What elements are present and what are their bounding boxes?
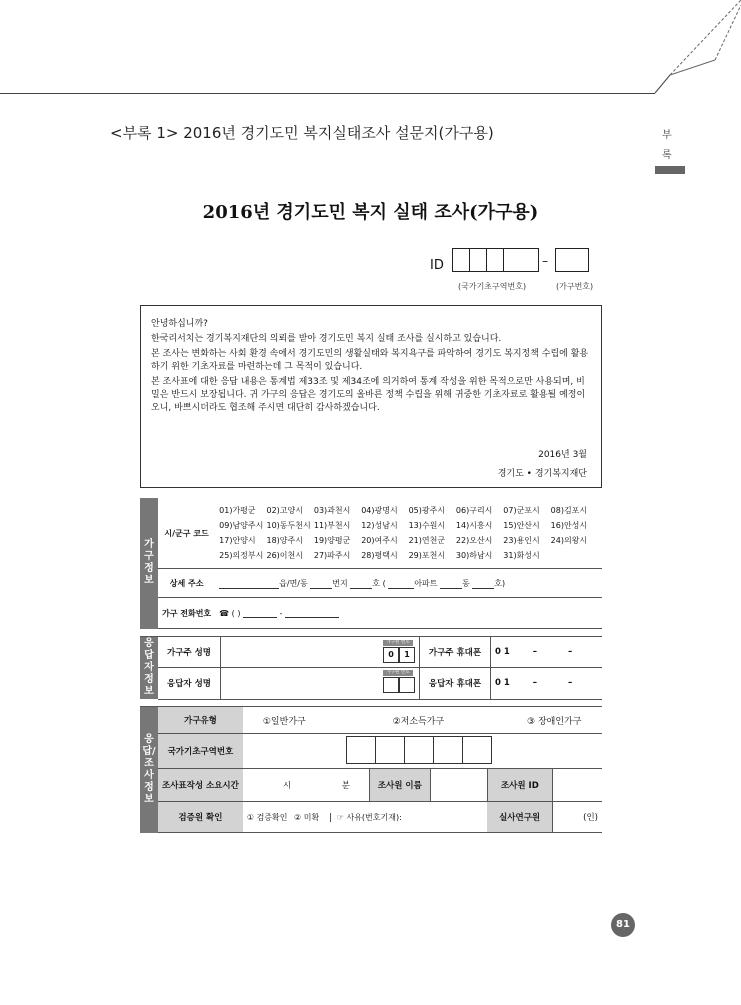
page-fold-decoration [640,0,741,110]
survey-info-band: 응답/조사정보 [140,707,158,833]
address-ho2-input[interactable] [472,579,494,589]
city-code-item: 31)화성시 [503,551,540,560]
side-label-bu: 부 [662,130,672,141]
head-name-input[interactable] [221,637,380,668]
resp-phone-label: 응답자 휴대폰 [420,668,491,699]
respondent-info-table [140,636,602,700]
verify-option-confirmed[interactable]: ① 검증확인 [246,812,288,822]
city-code-item: 03)과천시 [313,506,351,515]
household-number-box[interactable] [555,248,589,272]
side-label-rok: 록 [662,150,672,161]
page-number: 81 [611,913,635,937]
city-code-item: 25)의정부시 [219,551,264,560]
phone-area-code: ☎ ( ) [219,609,241,618]
phone-number-input[interactable] [285,608,339,618]
time-hour-unit: 시 [282,781,292,791]
time-input[interactable] [243,769,370,802]
address-apt-input[interactable] [388,579,414,589]
city-code-item: 24)의왕시 [550,536,588,545]
head-member-digit-1: 0 [383,647,399,663]
city-code-item: 13)수원시 [408,521,446,530]
time-minute-unit: 분 [341,781,350,791]
address-bunji-input[interactable] [310,579,332,589]
addr-apt-text: 아파트 [414,578,438,588]
id-box-3[interactable] [486,248,504,272]
basic-zone-label: 국가기초구역번호 [158,734,243,769]
appendix-title: <부록 1> 2016년 경기도민 복지실태조사 설문지(가구용) [110,124,494,142]
city-code-list [219,501,598,565]
addr-ho2-text: 호) [494,578,506,588]
resp-name-input[interactable] [221,668,380,699]
side-tab-bar [655,166,685,174]
verify-option-unconfirmed[interactable]: ② 미확 [294,812,320,822]
phone-fields [215,598,602,629]
city-code-item: 26)이천시 [266,551,303,560]
id-box-1[interactable] [452,248,470,272]
address-eup-input[interactable] [219,579,279,589]
city-code-item: 10)동두천시 [266,521,311,530]
head-member-digit-2: 1 [399,647,415,663]
city-code-item: 12)성남시 [361,521,398,530]
surveyor-id-input[interactable] [552,769,602,802]
city-code-item: 29)포천시 [408,551,446,560]
city-code-item: 19)양평군 [313,536,351,545]
city-code-item: 15)안산시 [503,521,540,530]
city-code-label: 시/군구 코드 [158,498,215,569]
head-phone-dash-2: – [567,647,573,658]
type-option-low-income[interactable]: ②저소득가구 [392,716,445,727]
city-code-item: 30)하남시 [455,551,493,560]
resp-name-label: 응답자 성명 [158,668,221,699]
phone-prefix-input[interactable] [243,608,277,618]
address-dong-input[interactable] [440,579,462,589]
resp-member-number[interactable] [383,669,415,693]
head-member-caption: 가구원 번호 [383,640,413,646]
researcher-sign[interactable]: (인) [552,802,602,833]
verify-label: 검증원 확인 [158,802,243,833]
city-code-item: 22)오산시 [455,536,493,545]
addr-bunji-text: 번지 [332,578,348,588]
city-code-item: 21)연천군 [408,536,446,545]
intro-organization: 경기도 • 경기복지재단 [497,469,587,479]
resp-phone-prefix: 0 1 [495,678,510,689]
city-code-item: 16)안성시 [550,521,588,530]
city-code-item: 09)남양주시 [219,521,264,530]
city-code-item: 18)양주시 [266,536,303,545]
city-code-item: 08)김포시 [550,506,588,515]
id-dash: – [542,254,548,268]
id-sub-household: (가구번호) [556,282,594,291]
verify-reason[interactable]: ☞ 사유(번호기재): [330,813,402,822]
intro-date: 2016년 3월 [538,450,587,460]
household-type-options [243,707,602,734]
head-phone-dash-1: – [532,647,538,658]
head-phone-label: 가구주 휴대폰 [420,637,491,668]
intro-greeting: 안녕하십니까? [151,319,208,329]
id-label: ID [430,258,444,273]
addr-eup-text: 읍/면/동 [279,578,308,588]
resp-phone-input[interactable] [491,668,603,699]
type-option-general[interactable]: ①일반가구 [262,716,306,727]
household-info-table [140,498,602,629]
city-code-item: 20)여주시 [361,536,398,545]
phone-dash: - [279,609,283,618]
household-info-band: 가구정보 [140,498,158,629]
intro-letter [140,305,602,488]
addr-ho-text: 호 ( [372,578,386,588]
head-member-number[interactable] [383,640,415,663]
basic-zone-boxes[interactable] [347,736,492,764]
head-phone-input[interactable] [491,637,603,668]
city-code-item: 02)고양시 [266,506,303,515]
city-code-item: 05)광주시 [408,506,446,515]
city-code-item: 01)가평군 [219,506,256,515]
address-ho-input[interactable] [350,579,372,589]
id-box-4[interactable] [503,248,539,272]
city-code-item: 04)광명시 [361,506,398,515]
city-code-item: 14)시흥시 [455,521,493,530]
city-code-item: 27)파주시 [313,551,351,560]
intro-paragraph-3: 본 조사표에 대한 응답 내용은 통계법 제33조 및 제34조에 의거하여 통계 작성을 위한 목적으로만 사용되며, 비밀은 반드시 보장됩니다. 귀 가구의 응답은 경기도의 올바른 정책 수립을 위해 귀중한 기초자료로 활용될 예정이오니, 바쁘시더라도 협조해 주시면 대단히 감사하겠습니다. [151,377,586,413]
researcher-label: 실사연구원 [487,802,552,833]
page-title: 2016년 경기도민 복지 실태 조사(가구용) [202,202,539,223]
id-box-2[interactable] [469,248,487,272]
address-label: 상세 주소 [158,569,215,598]
city-code-item: 28)평택시 [361,551,398,560]
top-rule [0,93,655,94]
city-code-item: 23)용인시 [503,536,540,545]
id-sub-basic-zone: (국가기초구역번호) [458,282,527,291]
city-code-item: 07)군포시 [503,506,540,515]
verify-options [243,802,488,833]
respondent-info-band: 응답자정보 [140,637,158,700]
resp-phone-dash-1: – [532,678,538,689]
city-code-item: 11)부천시 [313,521,351,530]
city-code-item: 06)구리시 [455,506,493,515]
type-option-disabled[interactable]: ③ 장애인가구 [527,716,582,727]
resp-phone-dash-2: – [567,678,573,689]
intro-paragraph-2: 본 조사는 변화하는 사회 환경 속에서 경기도민의 생활실태와 복지욕구를 파악하여 경기도 복지정책 수립에 활용하기 위한 기초자료를 마련하는데 그 목적이 있습니다. [151,349,589,372]
address-fields [215,569,602,598]
addr-dong-text: 동 [461,578,470,588]
surveyor-name-input[interactable] [430,769,487,802]
head-name-label: 가구주 성명 [158,637,221,668]
surveyor-id-label: 조사원 ID [487,769,552,802]
head-phone-prefix: 0 1 [495,647,510,658]
time-label: 조사표작성 소요시간 [158,769,243,802]
phone-label: 가구 전화번호 [158,598,215,629]
intro-paragraph-1: 한국리서치는 경기복지재단의 의뢰를 받아 경기도민 복지 실태 조사를 실시하고 있습니다. [151,334,502,344]
survey-info-table [140,706,602,833]
household-type-label: 가구유형 [158,707,243,734]
surveyor-name-label: 조사원 이름 [369,769,430,802]
city-code-item: 17)안양시 [219,536,256,545]
resp-member-caption: 가구원 번호 [383,670,413,676]
